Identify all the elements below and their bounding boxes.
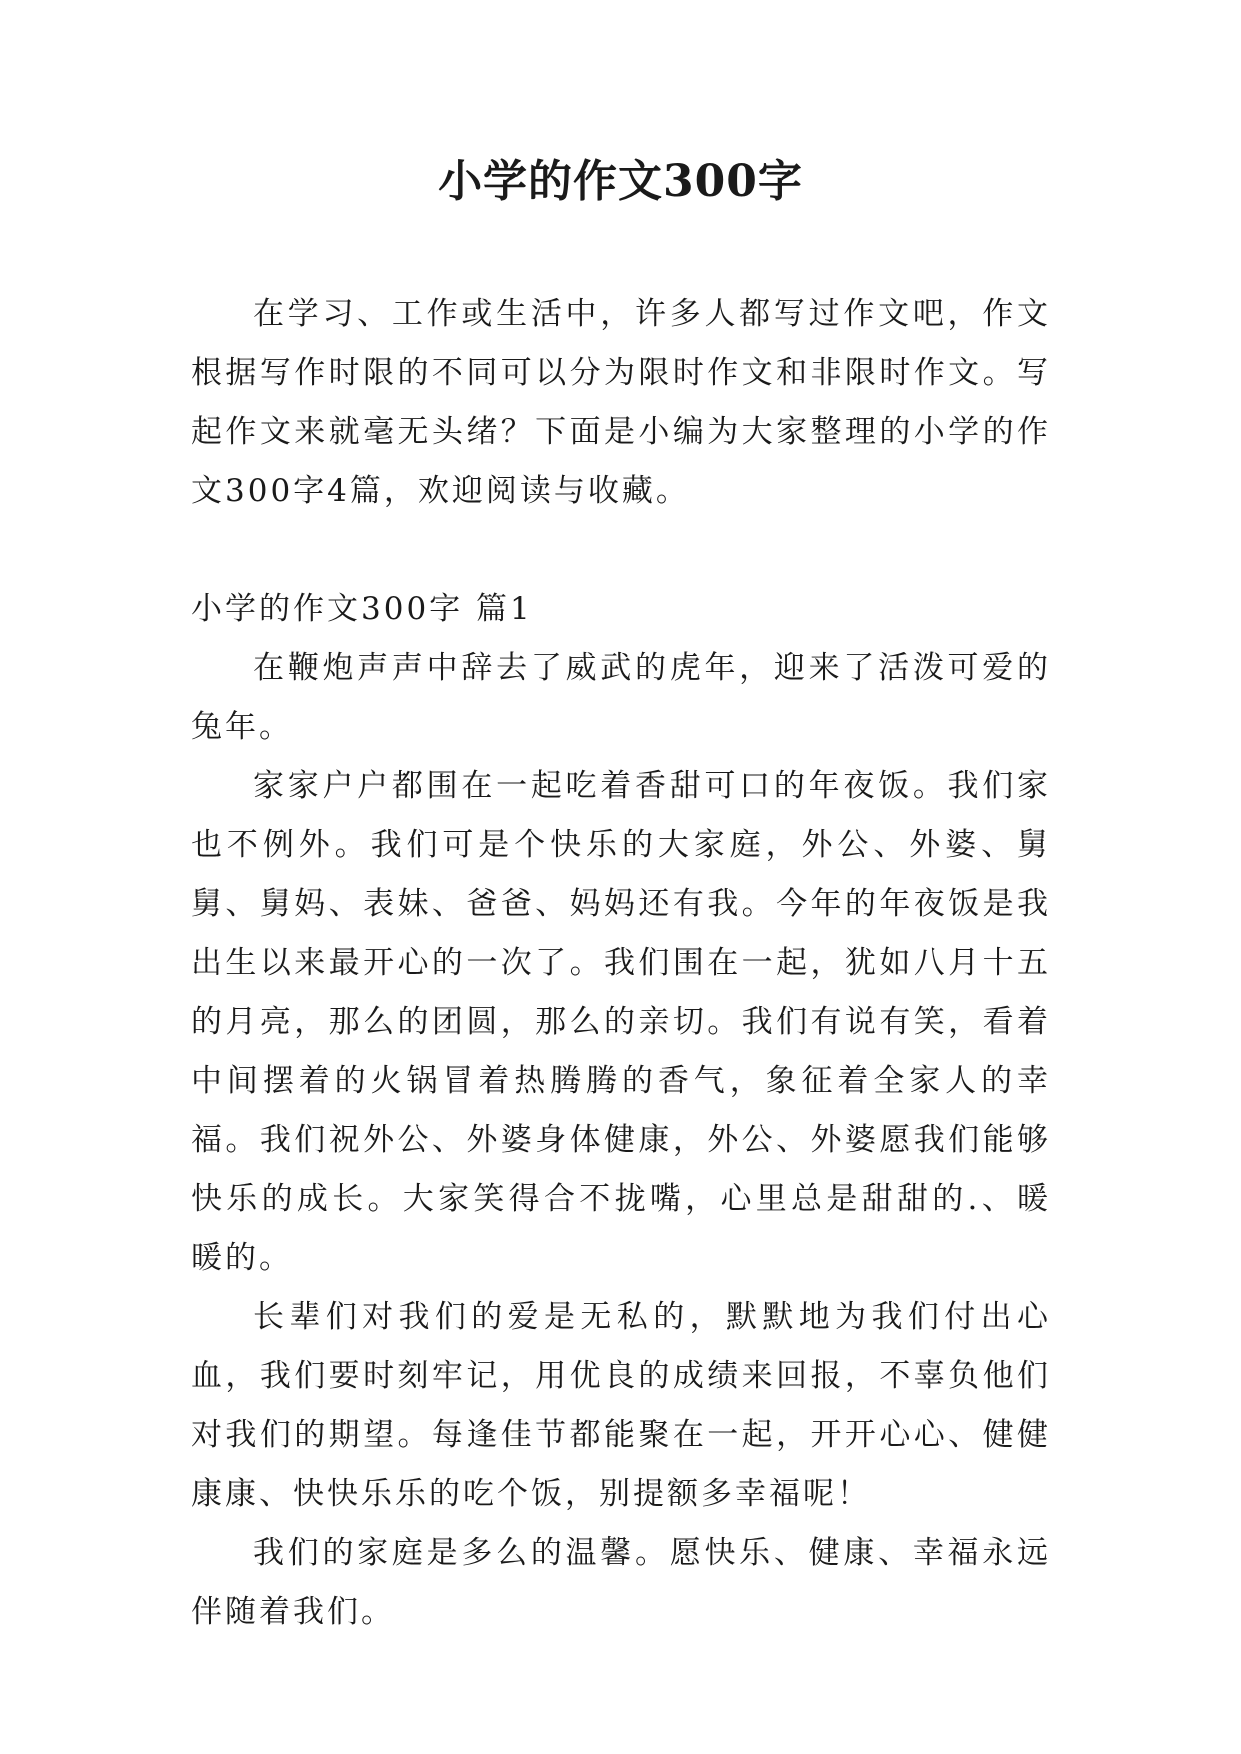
body-paragraph-2: 家家户户都围在一起吃着香甜可口的年夜饭。我们家也不例外。我们可是个快乐的大家庭，外公、外婆、舅舅、舅妈、表妹、爸爸、妈妈还有我。今年的年夜饭是我出生以来最开心的一次了。我们围在一起，犹如八月十五的月亮，那么的团圆，那么的亲切。我们有说有笑，看着中间摆着的火锅冒着热腾腾的香气，象征着全家人的幸福。我们祝外公、外婆身体健康，外公、外婆愿我们能够快乐的成长。大家笑得合不拢嘴，心里总是甜甜的.、暖暖的。 bbox=[191, 768, 1051, 1276]
body-paragraph-4: 我们的家庭是多么的温馨。愿快乐、健康、幸福永远伴随着我们。 bbox=[191, 1535, 1051, 1630]
section-heading: 小学的作文300字 篇1 bbox=[191, 591, 533, 627]
document-body bbox=[191, 285, 1051, 1642]
document-title: 小学的作文300字 bbox=[438, 156, 803, 207]
body-paragraph-1: 在鞭炮声声中辞去了威武的虎年，迎来了活泼可爱的兔年。 bbox=[191, 650, 1051, 745]
intro-paragraph: 在学习、工作或生活中，许多人都写过作文吧，作文根据写作时限的不同可以分为限时作文和非限时作文。写起作文来就毫无头绪？下面是小编为大家整理的小学的作文300字4篇，欢迎阅读与收藏。 bbox=[191, 296, 1051, 509]
body-paragraph-3: 长辈们对我们的爱是无私的，默默地为我们付出心血，我们要时刻牢记，用优良的成绩来回报，不辜负他们对我们的期望。每逢佳节都能聚在一起，开开心心、健健康康、快快乐乐的吃个饭，别提额多幸福呢！ bbox=[191, 1299, 1051, 1512]
